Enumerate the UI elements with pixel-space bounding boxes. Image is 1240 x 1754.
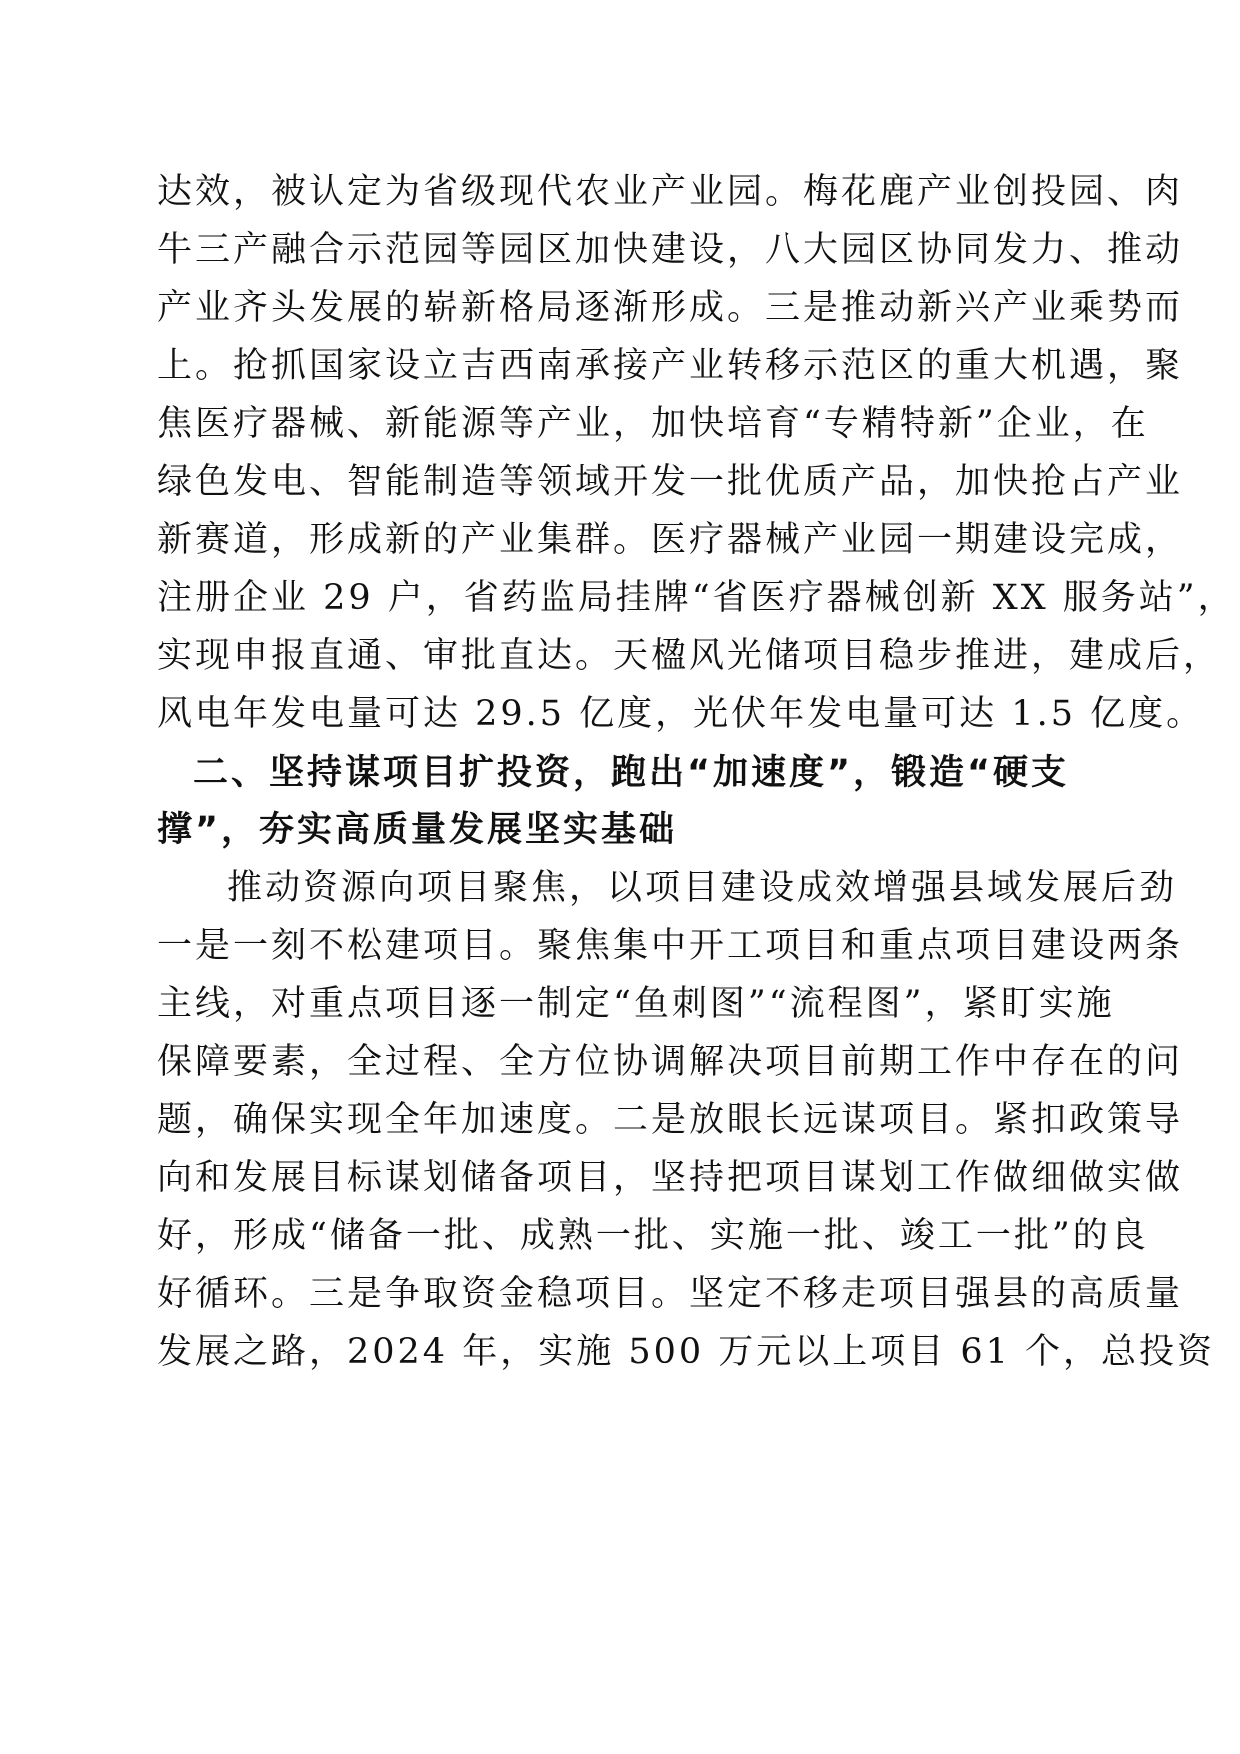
heading-line: 撑”，夯实高质量发展坚实基础 (157, 810, 678, 850)
text-line: 绿色发电、智能制造等领域开发一批优质产品，加快抢占产业 (157, 462, 1184, 502)
text-line: 风电年发电量可达 29.5 亿度，光伏年发电量可达 1.5 亿度。 (157, 694, 1205, 734)
text-line: 牛三产融合示范园等园区加快建设，八大园区协同发力、推动 (157, 230, 1184, 270)
text-line: 产业齐头发展的崭新格局逐渐形成。三是推动新兴产业乘势而 (157, 288, 1184, 328)
text-line: 一是一刻不松建项目。聚焦集中开工项目和重点项目建设两条 (157, 926, 1184, 966)
text-line: 注册企业 29 户，省药监局挂牌“省医疗器械创新 XX 服务站”， (157, 578, 1236, 618)
text-line: 主线，对重点项目逐一制定“鱼刺图”“流程图”，紧盯实施 (157, 984, 1115, 1024)
text-line: 向和发展目标谋划储备项目，坚持把项目谋划工作做细做实做 (157, 1158, 1184, 1198)
text-line: 题，确保实现全年加速度。二是放眼长远谋项目。紧扣政策导 (157, 1100, 1184, 1140)
text-line: 推动资源向项目聚焦，以项目建设成效增强县域发展后劲 (227, 868, 1178, 908)
text-line: 上。抢抓国家设立吉西南承接产业转移示范区的重大机遇，聚 (157, 346, 1184, 386)
text-line: 实现申报直通、审批直达。天楹风光储项目稳步推进，建成后， (157, 636, 1222, 676)
text-line: 达效，被认定为省级现代农业产业园。梅花鹿产业创投园、肉 (157, 172, 1184, 212)
text-line: 好，形成“储备一批、成熟一批、实施一批、竣工一批”的良 (157, 1216, 1149, 1256)
text-line: 新赛道，形成新的产业集群。医疗器械产业园一期建设完成， (157, 520, 1184, 560)
text-line: 发展之路，2024 年，实施 500 万元以上项目 61 个，总投资 (157, 1332, 1216, 1372)
text-line: 保障要素，全过程、全方位协调解决项目前期工作中存在的问 (157, 1042, 1184, 1082)
text-line: 焦医疗器械、新能源等产业，加快培育“专精特新”企业，在 (157, 404, 1149, 444)
text-line: 好循环。三是争取资金稳项目。坚定不移走项目强县的高质量 (157, 1274, 1184, 1314)
heading-line: 二、坚持谋项目扩投资，跑出“加速度”，锻造“硬支 (193, 753, 1070, 793)
